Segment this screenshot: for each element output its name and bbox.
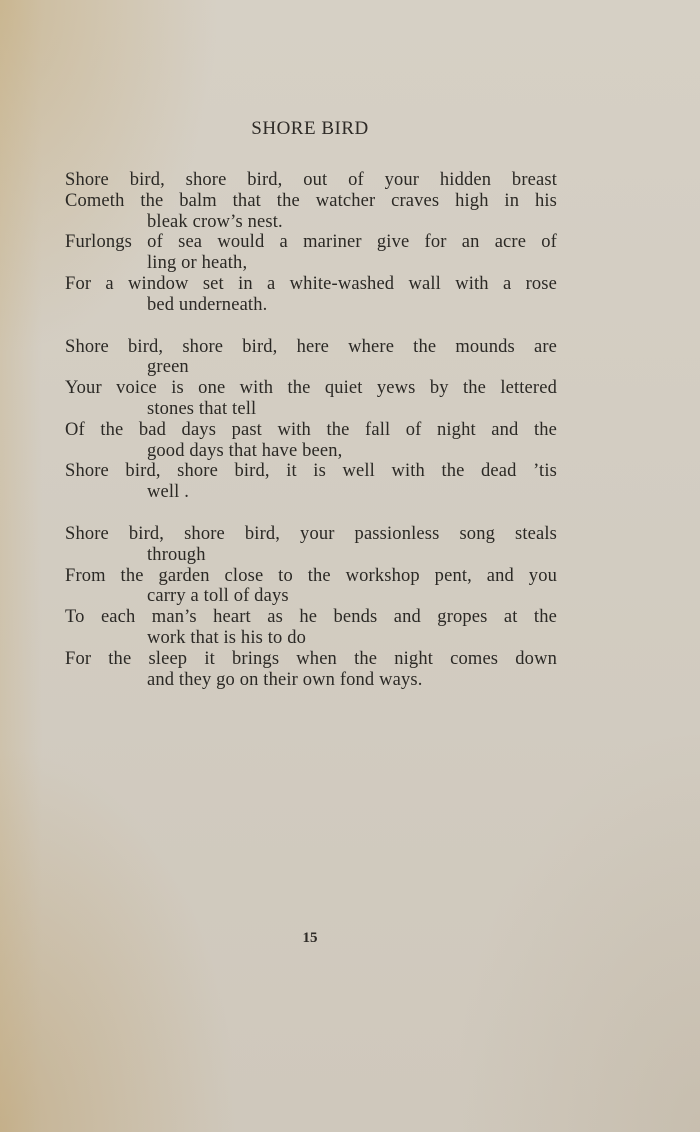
poem-line: For the sleep it brings when the night comes down <box>65 648 557 669</box>
poem-line-continuation: and they go on their own fond ways. <box>147 669 423 690</box>
poem-line: Your voice is one with the quiet yews by the lettered <box>65 378 557 399</box>
poem-body <box>65 170 557 711</box>
stanza-1 <box>65 170 557 316</box>
poem-line-continuation: ling or heath, <box>147 253 248 274</box>
poem-line-continuation: carry a toll of days <box>147 586 289 607</box>
poem-line: To each man’s heart as he bends and gropes at the <box>65 607 557 628</box>
poem-line-continuation: stones that tell <box>147 398 257 419</box>
poem-line-continuation: bleak crow’s nest. <box>147 211 283 232</box>
poem-line: Shore bird, shore bird, out of your hidden breast <box>65 170 557 190</box>
poem-line-continuation: good days that have been, <box>147 440 343 461</box>
poem-line: Furlongs of sea would a mariner give for an acre of <box>65 232 557 253</box>
poem-line: Of the bad days past with the fall of night and the <box>65 419 557 440</box>
poem-line: Shore bird, shore bird, it is well with the dead ’tis <box>65 461 557 482</box>
poem-line-continuation: well . <box>147 482 190 503</box>
page-number: 15 <box>302 930 318 946</box>
poem-line: Shore bird, shore bird, your passionless song steals <box>65 523 557 544</box>
stanza-3 <box>65 524 557 690</box>
poem-line-continuation: through <box>147 544 206 565</box>
stanza-2 <box>65 337 557 503</box>
poem-line: Shore bird, shore bird, here where the mounds are <box>65 336 557 357</box>
poem-line: From the garden close to the workshop pent, and you <box>65 565 557 586</box>
poem-line-continuation: green <box>147 357 189 378</box>
poem-line-continuation: work that is his to do <box>147 627 307 648</box>
poem-line: Cometh the balm that the watcher craves high in his <box>65 190 557 211</box>
poem-line-continuation: bed underneath. <box>147 294 268 315</box>
poem-line: For a window set in a white-washed wall with a rose <box>65 273 557 294</box>
poem-title: SHORE BIRD <box>251 118 369 139</box>
